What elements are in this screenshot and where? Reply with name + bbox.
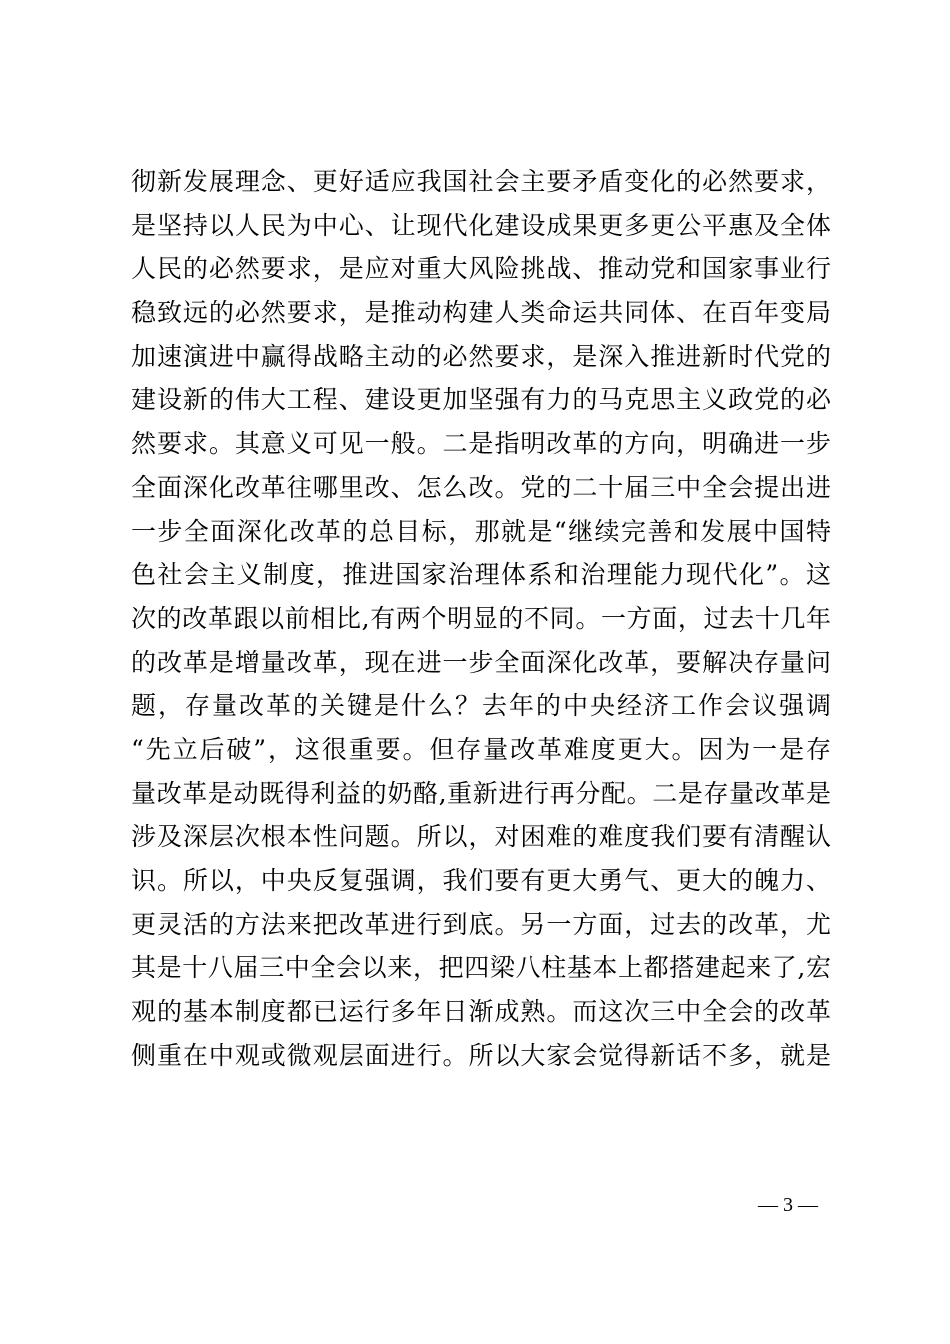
text-line: 人民的必然要求，是应对重大风险挑战、推动党和国家事业行: [131, 254, 831, 284]
text-line: 色社会主义制度，推进国家治理体系和治理能力现代化”。这: [131, 560, 831, 590]
page-number: — 3 —: [758, 1194, 818, 1216]
body-text: [131, 160, 831, 1077]
text-line: 是坚持以人民为中心、让现代化建设成果更多更公平惠及全体: [131, 210, 831, 240]
text-line: 建设新的伟大工程、建设更加坚强有力的马克思主义政党的必: [131, 385, 831, 415]
text-line: 次的改革跟以前相比,有两个明显的不同。一方面，过去十几年: [131, 603, 831, 633]
text-line: 观的基本制度都已运行多年日渐成熟。而这次三中全会的改革: [131, 997, 831, 1027]
text-line: 的改革是增量改革，现在进一步全面深化改革，要解决存量问: [131, 647, 831, 677]
text-line: 其是十八届三中全会以来，把四梁八柱基本上都搭建起来了,宏: [131, 953, 831, 983]
text-line: 量改革是动既得利益的奶酪,重新进行再分配。二是存量改革是: [131, 778, 831, 808]
text-line: 侧重在中观或微观层面进行。所以大家会觉得新话不多，就是: [131, 1040, 831, 1070]
text-line: 稳致远的必然要求，是推动构建人类命运共同体、在百年变局: [131, 298, 831, 328]
text-line: 识。所以，中央反复强调，我们要有更大勇气、更大的魄力、: [131, 866, 831, 895]
text-line: 一步全面深化改革的总目标，那就是“继续完善和发展中国特: [131, 516, 831, 546]
text-line: 涉及深层次根本性问题。所以，对困难的难度我们要有清醒认: [131, 822, 831, 852]
text-line: 题，存量改革的关键是什么？去年的中央经济工作会议强调: [131, 691, 831, 721]
text-line: 彻新发展理念、更好适应我国社会主要矛盾变化的必然要求，: [131, 167, 831, 196]
text-line: “先立后破”，这很重要。但存量改革难度更大。因为一是存: [131, 734, 831, 764]
text-line: 全面深化改革往哪里改、怎么改。党的二十届三中全会提出进: [131, 472, 831, 502]
text-line: 然要求。其意义可见一般。二是指明改革的方向，明确进一步: [131, 429, 831, 459]
text-line: 加速演进中赢得战略主动的必然要求，是深入推进新时代党的: [131, 341, 831, 371]
text-line: 更灵活的方法来把改革进行到底。另一方面，过去的改革，尤: [131, 909, 831, 939]
